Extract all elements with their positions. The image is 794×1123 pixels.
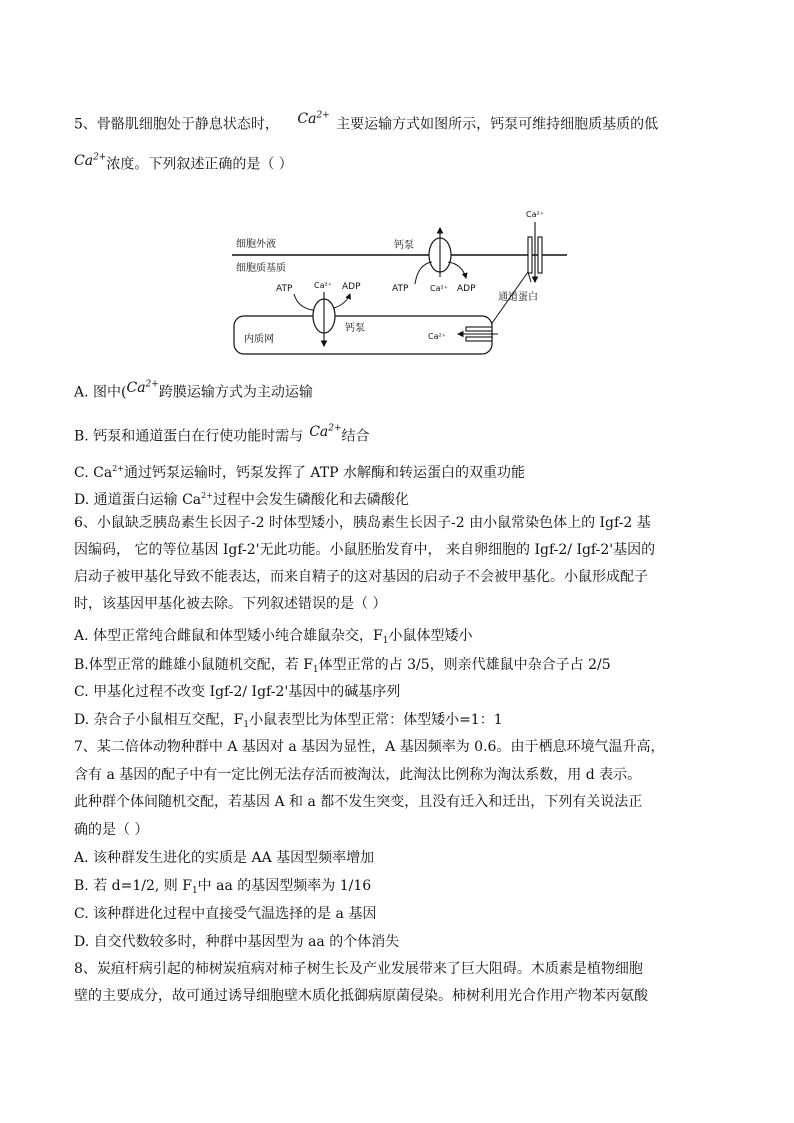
q6-line-2: 因编码， 它的等位基因 Igf-2'无此功能。小鼠胚胎发育中， 来自卵细胞的 Igf-2/ Igf-2'基因的 xyxy=(74,542,656,558)
q6-line-4: 时，该基因甲基化被去除。下列叙述错误的是（ ） xyxy=(74,596,387,612)
q5-option-c: C. $Ca^{2+}$通过钙泵运输时，钙泵发挥了 ATP 水解酶和转运蛋白的双重功能 xyxy=(74,464,525,481)
q5-option-b: B. 钙泵和通道蛋白在行使功能时需与 $Ca^{2+}$结合 xyxy=(74,423,370,445)
q5-stem-a: 5、骨骼肌细胞处于静息状态时， xyxy=(74,116,279,133)
ca-label: Ca²⁺ xyxy=(428,332,446,341)
q7-line-4: 确的是（ ） xyxy=(74,822,149,838)
calcium-transport-diagram xyxy=(222,200,582,360)
q8-line-2: 壁的主要成分，故可通过诱导细胞壁木质化抵御病原菌侵染。柿树利用光合作用产物苯丙氨酸 xyxy=(74,988,648,1004)
ca-label: Ca²⁺ xyxy=(430,284,448,293)
ca-ion-symbol: $Ca^{2+}$ xyxy=(126,379,159,396)
adp-curve xyxy=(448,262,466,278)
q6-line-3: 启动子被甲基化导致不能表达，而来自精子的这对基因的启动子不会被甲基化。小鼠形成配子 xyxy=(74,569,648,585)
adp-label: ADP xyxy=(342,282,361,292)
channel-wall-right xyxy=(538,237,542,273)
q7-option-b: B. 若 d=1/2, 则 $F_1$中 aa 的基因型频率为 1/16 xyxy=(74,878,372,896)
q5-line-1 xyxy=(74,112,658,134)
channel-wall-left xyxy=(528,237,532,273)
ca-ion-symbol: $Ca^{2+}$ xyxy=(297,110,330,127)
q6-option-c: C. 甲基化过程不改变 Igf-2/ Igf-2'基因中的碱基序列 xyxy=(74,684,401,700)
atp-label: ATP xyxy=(392,284,409,294)
ca-label: Ca²⁺ xyxy=(526,210,544,219)
q6-line-1: 6、小鼠缺乏胰岛素生长因子-2 时体型矮小，胰岛素生长因子-2 由小鼠常染色体上的 Igf-2 基 xyxy=(74,515,651,531)
q7-option-d: D. 自交代数较多时，种群中基因型为 aa 的个体消失 xyxy=(74,934,400,950)
q7-line-1: 7、某二倍体动物种群中 A 基因对 a 基因为显性，A 基因频率为 0.6。由于栖息环境气温升高， xyxy=(74,739,665,755)
q5-line-2 xyxy=(74,152,293,174)
q7-option-a: A. 该种群发生进化的实质是 AA 基因型频率增加 xyxy=(74,850,375,866)
atp-label: ATP xyxy=(276,284,293,294)
extracellular-label: 细胞外液 xyxy=(236,239,276,250)
ca-ion-symbol: $Ca^{2+}$ xyxy=(74,152,107,169)
q5-option-d: D. 通道蛋白运输 $Ca^{2+}$过程中会发生磷酸化和去磷酸化 xyxy=(74,491,409,508)
q6-option-b: B.体型正常的雌雄小鼠随机交配，若 $F_1$体型正常的占 3/5，则亲代雄鼠中杂合子占 2/5 xyxy=(74,657,611,675)
cytoplasm-label: 细胞质基质 xyxy=(236,263,286,274)
q7-line-2: 含有 a 基因的配子中有一定比例无法存活而被淘汰，此淘汰比例称为淘汰系数，用 d 表示。 xyxy=(74,767,642,783)
adp-curve xyxy=(334,294,350,308)
ca-label: Ca²⁺ xyxy=(314,281,332,290)
er-channel-wall-top xyxy=(466,327,492,331)
channel-protein-label: 通道蛋白 xyxy=(498,292,538,303)
q5-stem-c: 浓度。下列叙述正确的是（ ） xyxy=(106,156,293,173)
calcium-pump-er-label: 钙泵 xyxy=(345,323,365,334)
er-channel-wall-bottom xyxy=(466,337,492,341)
atp-curve xyxy=(294,294,313,310)
q7-line-3: 此种群个体间随机交配，若基因 A 和 a 都不发生突变，且没有迁入和迁出，下列有关说法正 xyxy=(74,794,643,810)
q5-stem-b: 主要运输方式如图所示，钙泵可维持细胞质基质的低 xyxy=(336,116,659,133)
q6-option-d: D. 杂合子小鼠相互交配，$F_1$小鼠表型比为体型正常：体型矮小=1：1 xyxy=(74,712,503,730)
er-label: 内质网 xyxy=(244,334,274,345)
q7-option-c: C. 该种群进化过程中直接受气温选择的是 a 基因 xyxy=(74,906,377,922)
q8-line-1: 8、炭疽杆病引起的柿树炭疽病对柿子树生长及产业发展带来了巨大阻碍。木质素是植物细胞 xyxy=(74,961,643,977)
atp-curve xyxy=(415,262,432,284)
calcium-pump-top-label: 钙泵 xyxy=(394,240,414,251)
ca-ion-symbol: $Ca^{2+}$ xyxy=(309,423,342,440)
adp-label: ADP xyxy=(457,284,476,294)
q5-option-a: A. 图中($Ca^{2+}$跨膜运输方式为主动运输 xyxy=(74,379,313,401)
q6-option-a: A. 体型正常纯合雌鼠和体型矮小纯合雄鼠杂交，$F_1$小鼠体型矮小 xyxy=(74,628,473,646)
